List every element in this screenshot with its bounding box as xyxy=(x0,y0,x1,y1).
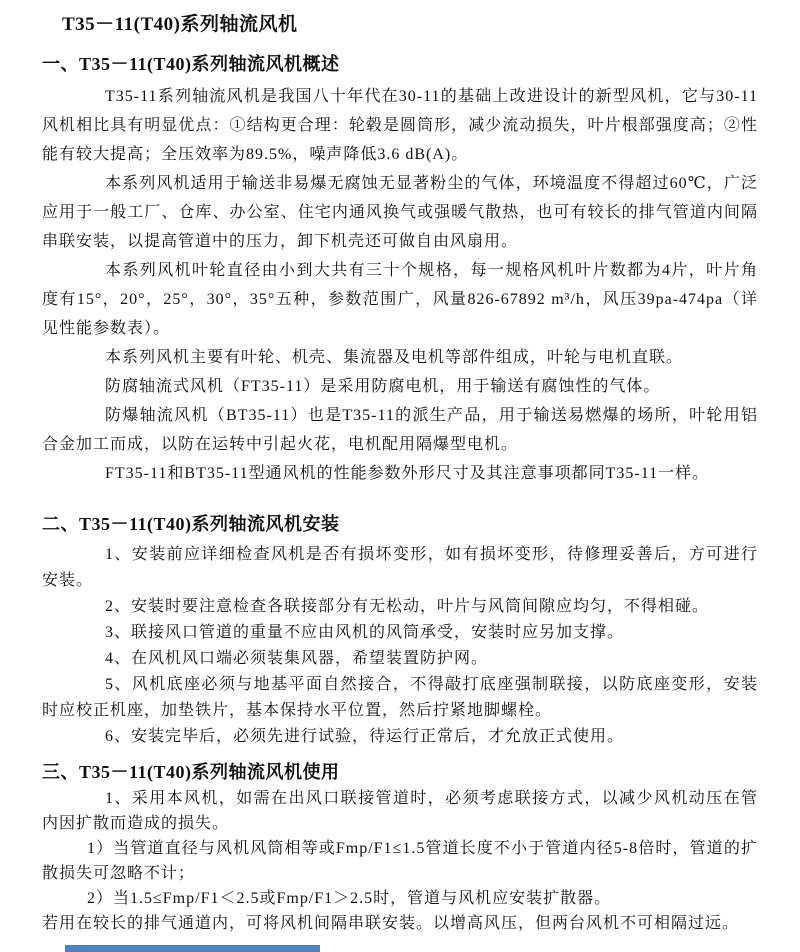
section-usage-heading: 三、T35－11(T40)系列轴流风机使用 xyxy=(42,762,340,782)
document-title: T35－11(T40)系列轴流风机 xyxy=(62,14,298,35)
overview-paragraph-1: T35-11系列轴流风机是我国八十年代在30-11的基础上改进设计的新型风机，它与30-11风机相比具有明显优点：①结构更合理：轮毂是圆筒形，减少流动损失，叶片根部强度高；②性能有较大提高；全压效率为89.5%，噪声降低3.6 dB(A)。 xyxy=(42,88,758,163)
install-item-1: 1、安装前应详细检查风机是否有损坏变形，如有损坏变形，待修理妥善后，方可进行安装。 xyxy=(42,546,758,589)
usage-note: 若用在较长的排气通道内，可将风机间隔串联安装。以增高风压，但两台风机不可相隔过远。 xyxy=(42,915,740,932)
section-overview xyxy=(42,52,758,488)
usage-subitem-2: 2）当1.5≤Fmp/F1＜2.5或Fmp/F1＞2.5时，管道与风机应安装扩散器。 xyxy=(87,890,612,907)
overview-paragraph-6: 防爆轴流风机（BT35-11）也是T35-11的派生产品，用于输送易燃爆的场所，叶轮用铝合金加工而成，以防在运转中引起火花，电机配用隔爆型电机。 xyxy=(42,407,758,453)
overview-paragraph-7: FT35-11和BT35-11型通风机的性能参数外形尺寸及其注意事项都同T35-11一样。 xyxy=(105,465,710,482)
install-item-6: 6、安装完毕后，必须先进行试验，待运行正常后，才允放正式使用。 xyxy=(105,728,625,745)
install-item-4: 4、在风机风口端必须装集风器，希望装置防护网。 xyxy=(105,650,489,667)
section-installation-heading: 二、T35－11(T40)系列轴流风机安装 xyxy=(42,514,340,534)
section-usage xyxy=(42,760,758,936)
overview-paragraph-3: 本系列风机叶轮直径由小到大共有三十个规格，每一规格风机叶片数都为4片，叶片角度有15°，20°，25°，30°，35°五种，参数范围广，风量826-67892 m³/h，风压39pa-474pa（详见性能参数表）。 xyxy=(42,262,758,337)
usage-item-1: 1、采用本风机，如需在出风口联接管道时，必须考虑联接方式，以减少风机动压在管内因扩散而造成的损失。 xyxy=(42,790,758,832)
usage-subitem-1: 1）当管道直径与风机风筒相等或Fmp/F1≤1.5管道长度不小于管道内径5-8倍时，管道的扩散损失可忽略不计； xyxy=(42,840,758,882)
overview-paragraph-4: 本系列风机主要有叶轮、机壳、集流器及电机等部件组成，叶轮与电机直联。 xyxy=(105,349,684,366)
table-header-fragment xyxy=(65,945,320,952)
install-item-5: 5、风机底座必须与地基平面自然接合，不得敲打底座强制联接，以防底座变形，安装时应校正机座，加垫铁片，基本保持水平位置，然后拧紧地脚螺栓。 xyxy=(42,676,758,719)
install-item-3: 3、联接风口管道的重量不应由风机的风筒承受，安装时应另加支撑。 xyxy=(105,624,625,641)
install-item-2: 2、安装时要注意检查各联接部分有无松动，叶片与风筒间隙应均匀，不得相碰。 xyxy=(105,598,710,615)
section-overview-heading: 一、T35－11(T40)系列轴流风机概述 xyxy=(42,54,340,74)
section-installation xyxy=(42,512,758,750)
overview-paragraph-2: 本系列风机适用于输送非易爆无腐蚀无显著粉尘的气体，环境温度不得超过60℃，广泛应用于一般工厂、仓库、办公室、住宅内通风换气或强暖气散热，也可有较长的排气管道内间隔串联安装，以提高管道中的压力，卸下机壳还可做自由风扇用。 xyxy=(42,175,758,250)
overview-paragraph-5: 防腐轴流式风机（FT35-11）是采用防腐电机，用于输送有腐蚀性的气体。 xyxy=(105,378,661,395)
